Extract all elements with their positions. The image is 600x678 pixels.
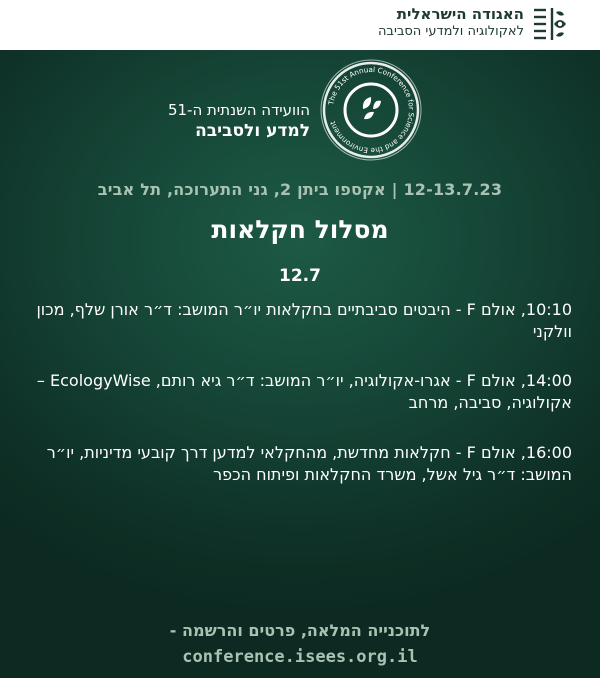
org-name-line2: לאקולוגיה ולמדעי הסביבה [377, 24, 524, 39]
org-name [378, 6, 524, 40]
conference-logo [318, 57, 424, 163]
header-bar [0, 0, 600, 50]
main-panel [0, 50, 600, 678]
conference-title [168, 100, 310, 142]
session-item: 16:00, אולם F - חקלאות מחדשת, מהחקלאי למדען דרך קובעי מדיניות, יו״ר המושב: ד״ר גיל אשל, משרד החקלאות ופיתוח הכפר [46, 443, 572, 484]
track-title: מסלול חקלאות [211, 215, 389, 244]
org-name-line1: האגודה הישראלית [396, 5, 524, 23]
conference-url-link[interactable]: conference.isees.org.il [182, 647, 418, 667]
conference-circle-text: The 51st Annual Conference for Science and the Environment [326, 64, 417, 156]
footer-text: לתוכנייה המלאה, פרטים והרשמה - [169, 621, 431, 640]
conference-title-line2: למדע ולסביבה [195, 121, 310, 141]
conference-title-line1: הוועידה השנתית ה-51 [167, 101, 310, 119]
svg-text:The 51st Annual Conference for [326, 65, 416, 155]
session-item: 14:00, אולם F - אגרו-אקולוגיה, יו״ר המושב: ד״ר גיא רותם, EcologyWise – אקולוגיה, סביבה, מרחב [36, 371, 572, 412]
leaves-icon [363, 97, 381, 119]
day-date: 12.7 [279, 266, 321, 286]
session-item: 10:10, אולם F - היבטים סביבתיים בחקלאות יו״ר המושב: ד״ר אורן שלף, מכון וולקני [36, 300, 572, 341]
eye-leaf-logo-icon [532, 6, 568, 42]
event-date-location: 12-13.7.23 | אקספו ביתן 2, גני התערוכה, תל אביב [97, 180, 503, 199]
